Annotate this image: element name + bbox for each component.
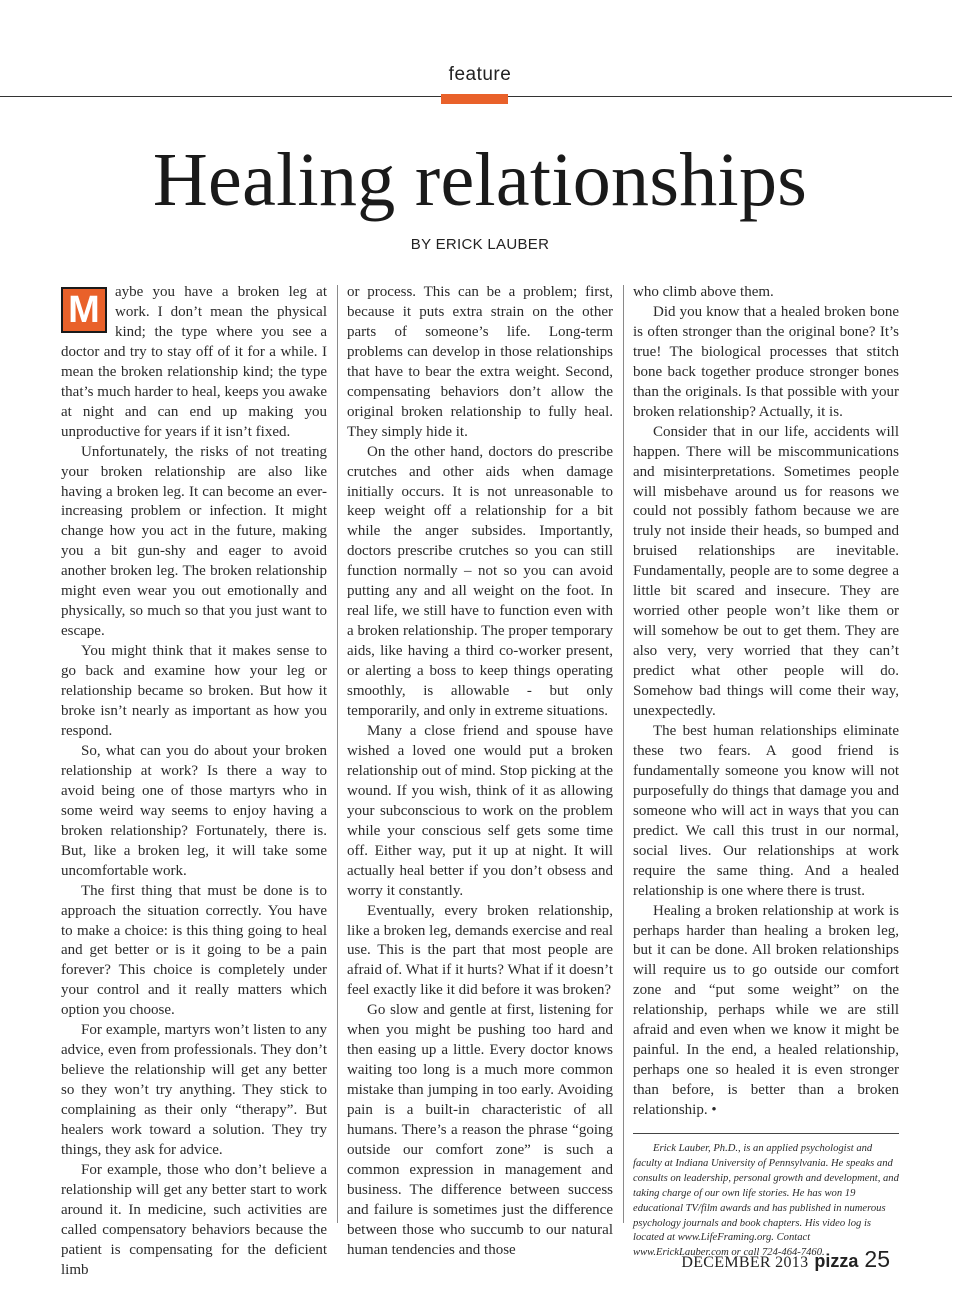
paragraph: Many a close friend and spouse have wished a loved one would put a broken relationship out of mind. Stop picking at the wound. If you wish, think of it as allowing your subconscious to work on the problem while your conscious self gets some time off. Either way, put it up at night. It will actually heal better if you don’t obsess and worry it constantly.	[347, 722, 613, 899]
issue-date: DECEMBER 2013	[681, 1254, 809, 1271]
article-column-1	[61, 283, 327, 1281]
paragraph: For example, martyrs won’t listen to any advice, even from professionals. They don’t believe the relationship will get any better so they won’t try anything. They stick to complaining as their only “therapy”. But healers work toward a solution. They try things, they ask for advice.	[61, 1022, 327, 1158]
paragraph: You might think that it makes sense to go back and examine how your leg or relationship became so broken. But how it broke isn’t nearly as important as how you respond.	[61, 643, 327, 739]
section-label: feature	[448, 64, 512, 85]
paragraph-text: aybe you have a broken leg at work. I don’t mean the physical kind; the type where you see a doctor and try to stay off of it for a while. I mean the broken relationship kind; the type that’s much harder to heal, keeps you awake at night and can end up making you unproductive for years if it isn’t fixed.	[61, 284, 327, 440]
header-accent-bar	[441, 94, 508, 104]
paragraph	[61, 283, 327, 443]
column-divider	[623, 285, 624, 1223]
article-title: Healing relationships	[152, 138, 808, 222]
paragraph: or process. This can be a problem; first, because it puts extra strain on the other parts of someone’s life. Long-term problems can develop in those relationships that have to bear the extra weight. Second, compensating behaviors don’t allow the original broken relationship to fully heal. They simply hide it.	[347, 284, 613, 440]
bio-divider	[633, 1133, 899, 1134]
paragraph: Did you know that a healed broken bone is often stronger than the original bone? It’s true! The biological processes that stitch bone back together produce stronger bones than the originals. Is that possible with your broken relationship? Actually, it is.	[633, 303, 899, 420]
article-column-2	[347, 283, 613, 1261]
paragraph: Consider that in our life, accidents will happen. There will be miscommunications and misinterpretations. Sometimes people will misbehave around us for reasons we could not possibly fathom because we are truly not inside their heads, so bumped and bruised relationships are inevitable. Fundamentally, people are to some degree a little bit scared and insecure. They are worried other people won’t like them or will somehow be out to get them. They are also very, very worried that they can’t predict what other people will do. Somehow bad things will come their way, unexpectedly.	[633, 423, 899, 720]
paragraph: The first thing that must be done is to approach the situation correctly. You have to make a choice: is this thing going to heal and get better or is it going to be a pain forever? This choice is completely under your control and it really matters which option you choose.	[61, 882, 327, 1019]
magazine-name: pizza	[814, 1251, 859, 1271]
drop-cap: M	[61, 287, 107, 333]
paragraph: The best human relationships eliminate these two fears. A good friend is fundamentally someone you know will not purposefully do things that damage you and someone who will act in ways that you can predict. We call this trust in our normal, social lives. Our relationships at work require the same thing. And a healed relationship is one where there is trust.	[633, 722, 899, 899]
column-divider	[337, 285, 338, 1223]
paragraph: For example, those who don’t believe a relationship will get any better start to work around it. In medicine, such activities are called compensatory behaviors because the patient is compensating for the deficient limb	[61, 1161, 327, 1278]
paragraph: who climb above them.	[633, 284, 774, 300]
article-byline: BY ERICK LAUBER	[410, 236, 550, 253]
paragraph: On the other hand, doctors do prescribe crutches and other aids when damage initially occurs. It is not unreasonable to keep weight off a relationship for a bit while the anger subsides. Importantly, doctors prescribe crutches so you can still function normally – not so you can avoid putting any and all weight on the foot. In real life, we still have to function even with a broken relationship. The proper temporary aids, like having a third co-worker present, or alerting a boss to keep things operating smoothly, is allowable - but only temporarily, and only in extreme situations.	[347, 443, 613, 720]
paragraph: So, what can you do about your broken relationship at work? Is there a way to avoid being one of those martyrs who in some weird way seems to enjoy having a broken relationship? Fortunately, there is. But, like a broken leg, it will take some uncomfortable work.	[61, 742, 327, 879]
page-footer	[681, 1246, 890, 1273]
paragraph: Go slow and gentle at first, listening for when you might be pushing too hard and then easing up a little. Every doctor knows waiting too long is a much more common mistake than jumping in too early. Avoiding pain is a built-in characteristic of all humans. There’s a reason the phrase “going outside our comfort zone” is such a common expression in management and business. The difference between success and failure is sometimes just the difference between those who succumb to our natural human tendencies and those	[347, 1002, 613, 1258]
article-column-3	[633, 283, 899, 1261]
author-bio: Erick Lauber, Ph.D., is an applied psychologist and faculty at Indiana University of Pennsylvania. He speaks and consults on leadership, personal growth and development, and taking charge of our own life stories. He has won 19 educational TV/film awards and has published in numerous psychology journals and book chapters. His video log is located at www.LifeFraming.org. Contact www.ErickLauber.com or call 724-464-7460.	[633, 1143, 899, 1259]
paragraph: Eventually, every broken relationship, like a broken leg, demands exercise and real use. This is the part that most people are afraid of. What if it hurts? What if it doesn’t feel exactly like it did before it was broken?	[347, 902, 613, 999]
paragraph: Healing a broken relationship at work is perhaps harder than healing a broken leg, but it can be done. All broken relationships will require us to go outside our comfort zone and “put some weight” on the relationship, perhaps while we are still afraid and even when we know it might be painful. In the end, a healed relationship, perhaps one so healed it is even stronger than before, is better than a broken relationship. •	[633, 902, 899, 1119]
page-number: 25	[864, 1246, 890, 1272]
paragraph: Unfortunately, the risks of not treating your broken relationship are also like having a broken leg. It can become an ever-increasing problem or infection. It might change how you act in the future, making you a bit gun-shy and eager to avoid another broken leg. The broken relationship might even wear you out emotionally and physically, so much so that you just want to escape.	[61, 443, 327, 640]
